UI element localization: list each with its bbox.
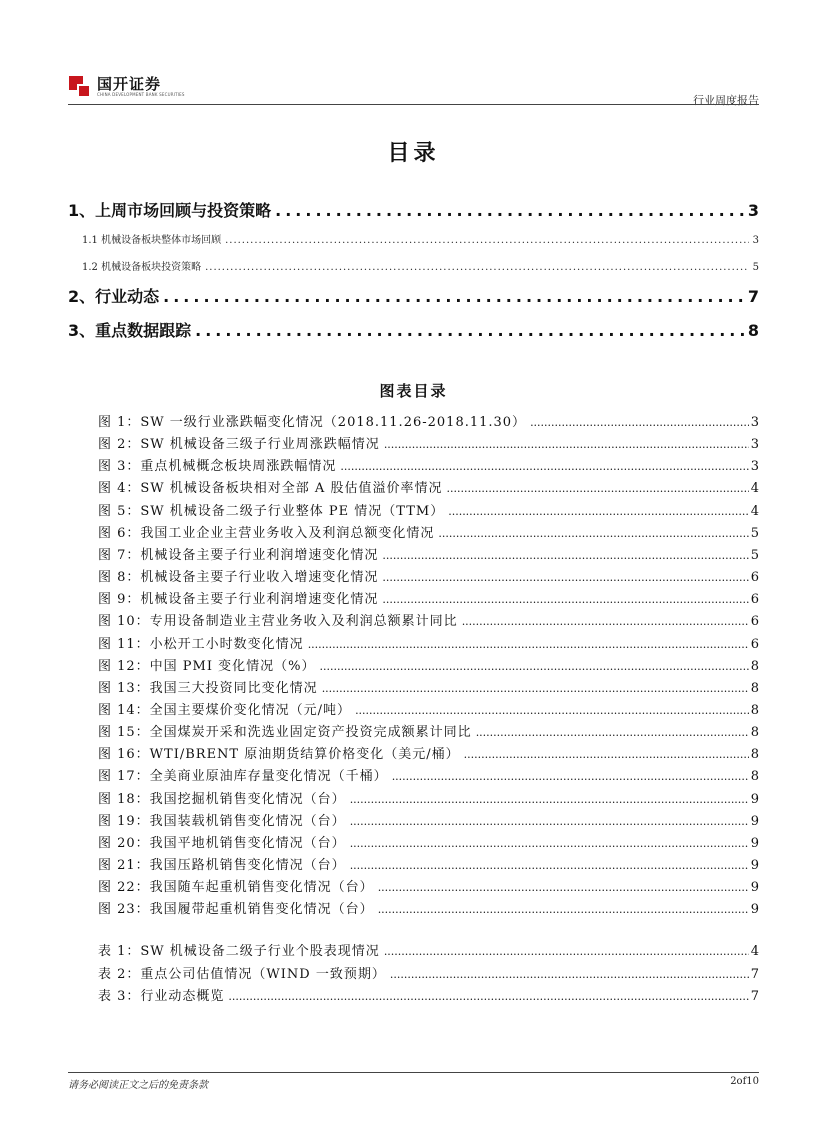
leader-dots [382,571,748,584]
list-item-label: 图 21：我国压路机销售变化情况（台） [98,858,346,873]
list-item-page: 9 [750,835,759,851]
list-item[interactable] [98,677,759,696]
toc-entry[interactable] [68,318,759,341]
leader-dots [384,438,749,451]
list-item[interactable] [98,500,759,519]
list-item-label: 图 7：机械设备主要子行业利润增速变化情况 [98,547,379,563]
toc-entry[interactable] [68,198,759,221]
list-item-page: 5 [750,547,759,563]
list-item-page: 6 [750,636,759,652]
leader-dots [322,682,749,695]
list-item-page: 4 [750,944,759,959]
leader-dots [462,615,749,628]
leader-dots [350,837,749,850]
leader-dots [438,527,748,540]
list-item[interactable] [98,588,759,607]
list-item-label: 图 18：我国挖掘机销售变化情况（台） [98,791,346,807]
leader-dots [275,201,744,220]
leader-dots [228,990,748,1003]
leader-dots [350,793,749,806]
leader-dots [195,321,744,340]
list-item[interactable] [98,610,759,629]
list-item-label: 图 19：我国装载机销售变化情况（台） [98,813,346,829]
list-item[interactable] [98,699,759,718]
list-item-page: 6 [750,614,759,630]
toc-entry-page: 7 [747,287,759,306]
list-item[interactable] [98,633,759,652]
list-item-page: 8 [750,680,759,696]
toc-entry[interactable] [68,231,759,246]
list-item[interactable] [98,765,759,784]
list-item-page: 8 [750,747,759,763]
leader-dots [382,549,748,562]
list-item-label: 图 6：我国工业企业主营业务收入及利润总额变化情况 [98,525,435,541]
list-item-label: 图 17：全美商业原油库存量变化情况（千桶） [98,769,388,785]
list-item[interactable] [98,522,759,541]
list-item[interactable] [98,854,759,873]
list-item-page: 9 [750,880,759,896]
list-item[interactable] [98,544,759,563]
list-item-page: 8 [750,658,759,674]
list-item-label: 图 9：机械设备主要子行业利润增速变化情况 [98,592,379,608]
list-item[interactable] [98,940,759,959]
list-item[interactable] [98,411,759,430]
toc-entry-page: 8 [747,321,759,340]
list-item-page: 6 [750,570,759,586]
list-item-label: 图 8：机械设备主要子行业收入增速变化情况 [98,570,379,586]
leader-dots [476,726,749,739]
list-item-label: 图 3：重点机械概念板块周涨跌幅情况 [98,459,337,475]
brand-name-en: CHINA DEVELOPMENT BANK SECURITIES [97,92,185,97]
list-item[interactable] [98,566,759,585]
list-item[interactable] [98,832,759,851]
disclaimer: 请务必阅读正文之后的免责条款 [68,1080,208,1091]
leader-dots [446,482,748,495]
leader-dots [384,945,749,958]
logo-mark-icon [69,76,91,98]
figure-list-title: 图表目录 [379,382,448,400]
list-item-label: 图 23：我国履带起重机销售变化情况（台） [98,902,374,918]
header-divider [68,104,759,105]
toc-entry-label: 2、行业动态 [68,287,160,306]
leader-dots [163,287,744,306]
page-number: 2of10 [730,1076,759,1087]
leader-dots [350,815,749,828]
list-item-label: 表 2：重点公司估值情况（WIND 一致预期） [98,966,386,982]
list-item-page: 9 [750,813,759,829]
footer-divider [68,1072,759,1073]
list-item-label: 图 22：我国随车起重机销售变化情况（台） [98,880,374,896]
brand-logo [69,76,185,98]
list-item-page: 9 [750,858,759,873]
leader-dots [340,460,748,473]
list-item-page: 4 [750,503,759,519]
list-item-label: 图 2：SW 机械设备三级子行业周涨跌幅情况 [98,437,380,453]
list-item-label: 图 15：全国煤炭开采和洗选业固定资产投资完成额累计同比 [98,725,472,741]
list-item-page: 5 [750,525,759,541]
list-item-label: 图 13：我国三大投资同比变化情况 [98,680,318,696]
list-item-label: 图 20：我国平地机销售变化情况（台） [98,835,346,851]
list-item[interactable] [98,788,759,807]
list-item-label: 图 12：中国 PMI 变化情况（%） [98,658,316,674]
list-item-page: 3 [750,437,759,453]
list-item[interactable] [98,985,759,1004]
list-item[interactable] [98,477,759,496]
toc-entry-page: 3 [747,201,759,220]
list-item-label: 图 1：SW 一级行业涨跌幅变化情况（2018.11.26-2018.11.30） [98,415,527,430]
list-item-page: 4 [750,481,759,497]
toc-entry-label: 3、重点数据跟踪 [68,321,192,340]
toc-entry-label: 1.1 机械设备板块整体市场回顾 [82,235,222,246]
list-item-label: 表 1：SW 机械设备二级子行业个股表现情况 [98,944,380,959]
leader-dots [320,660,749,673]
list-item[interactable] [98,963,759,982]
leader-dots [205,262,749,273]
list-item-label: 表 3：行业动态概览 [98,989,225,1004]
toc-title: 目录 [387,140,440,166]
list-item-page: 3 [750,415,759,430]
list-item[interactable] [98,743,759,762]
list-item-label: 图 5：SW 机械设备二级子行业整体 PE 情况（TTM） [98,503,445,519]
leader-dots [355,704,749,717]
leader-dots [392,770,749,783]
brand-name: 国开证券 [97,75,162,93]
leader-dots [448,505,749,518]
leader-dots [225,235,749,246]
list-item-page: 9 [750,902,759,918]
leader-dots [530,416,749,429]
list-item-page: 7 [750,989,759,1004]
toc-entry-label: 1、上周市场回顾与投资策略 [68,201,272,220]
list-item-label: 图 16：WTI/BRENT 原油期货结算价格变化（美元/桶） [98,747,460,763]
list-item[interactable] [98,898,759,917]
toc-entry-page: 3 [752,235,759,246]
list-item-page: 7 [750,966,759,982]
list-item-page: 8 [750,725,759,741]
list-item[interactable] [98,655,759,674]
list-item[interactable] [98,455,759,474]
leader-dots [378,881,749,894]
leader-dots [382,593,748,606]
leader-dots [378,903,749,916]
list-item-page: 3 [750,459,759,475]
list-item[interactable] [98,876,759,895]
list-item[interactable] [98,433,759,452]
leader-dots [464,748,749,761]
list-item[interactable] [98,810,759,829]
list-item-label: 图 10：专用设备制造业主营业务收入及利润总额累计同比 [98,614,458,630]
list-item-label: 图 11：小松开工小时数变化情况 [98,636,304,652]
list-item-page: 9 [750,791,759,807]
list-item-page: 8 [750,702,759,718]
toc-entry-page: 5 [752,262,759,273]
leader-dots [390,968,749,981]
list-item[interactable] [98,721,759,740]
report-type: 行业周度报告 [693,94,759,107]
list-item-page: 6 [750,592,759,608]
toc-entry[interactable] [68,284,759,307]
list-item-label: 图 4：SW 机械设备板块相对全部 A 股估值溢价率情况 [98,481,443,497]
toc-entry[interactable] [68,258,759,273]
list-item-label: 图 14：全国主要煤价变化情况（元/吨） [98,702,352,718]
leader-dots [350,859,749,872]
leader-dots [308,638,749,651]
toc-entry-label: 1.2 机械设备板块投资策略 [82,262,202,273]
list-item-page: 8 [750,769,759,785]
